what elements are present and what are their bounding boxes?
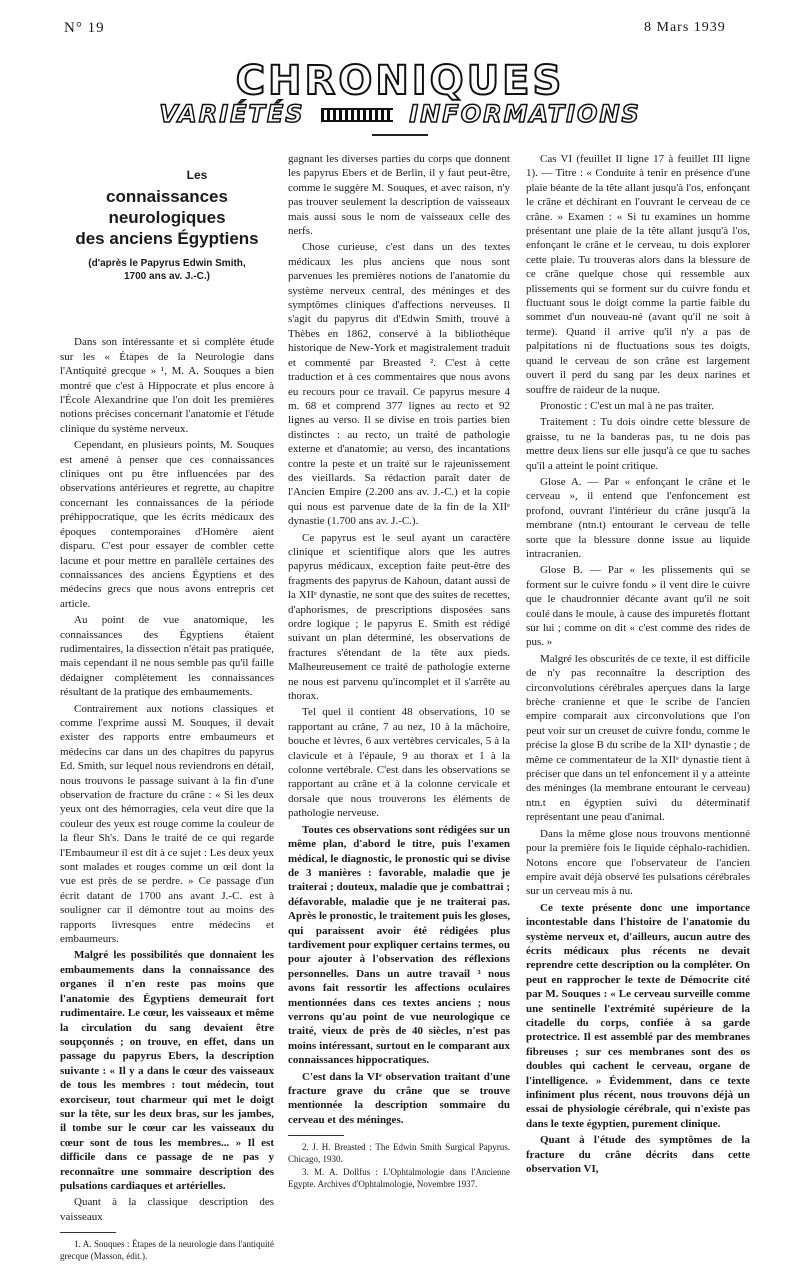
article-title <box>60 186 274 249</box>
paragraph: Glose B. — Par « les plissements qui se forment sur le cuivre fondu » il vent dire le cuivre que le chaudronnier décante avant qu'il ne soit coulé dans le moule, à cause des impuretés flottant sur lui ; comme on dit « c'est comme des rides de pus. » <box>526 564 750 649</box>
paragraph: Chose curieuse, c'est dans un des textes médicaux les plus anciens que nous sont parvenues les premières notions de l'anatomie du système nerveux central, des méninges et des symptômes cliniques d'affections nerveuses. Il s'agit du papyrus dit d'Edwin Smith, trouvé à Thèbes en 1862, conservé à la bibliothèque historique de New-York et magistralement traduit et commenté par Breasted ². C'est à cette traduction et à ces commentaires que nous avons eu recours pour ce travail. Ce papyrus mesure 4 m. 68 et comprend 377 lignes au recto et 92 lignes au verso. Il se divise en trois parties bien distinctes : au recto, un traité de pathologie externe et d'anatomie; au verso, des incantations contre la peste et un traité sur le rajeunissement des vieillards. Sa rédaction paraît dater de l'Ancien Empire (2.200 ans av. J.-C.) et la copie qui nous est parvenue date de la fin de la XIIᵉ dynastie (1.700 ans av. J.-C.). <box>288 241 510 528</box>
paragraph: Cependant, en plusieurs points, M. Souques est amené à penser que ces connaissances cliniques ont pu être influencées par des observations antérieures et regrette, au chapitre concernant les connaissances de la période préhippocratique, que les écrits médicaux des époques contemporaines d'Homère aient disparu. C'est pour essayer de combler cette lacune et pour mettre en parallèle certaines des connaissances des anciens Égyptiens et des médecins grecs que nous avons entrepris cet article. <box>60 439 274 610</box>
paragraph: Dans la même glose nous trouvons mentionné pour la première fois le liquide céphalo-rachidien. Notons encore que l'observateur de l'ancien empire avait déjà observé les pulsations cérébrales sur un cerveau mis à nu. <box>526 827 750 898</box>
paragraph: Cas VI (feuillet II ligne 17 à feuillet III ligne 1). — Titre : « Conduite à tenir en présence d'une plaie béante de la tête allant jusqu'à l'os, enfonçant le crâne et déchirant en l'ouvrant le cerveau de ce crâne. » Examen : « Si tu examines un homme présentant une plaie de la tête allant jusqu'à l'os, enfonçant le crâne et le cerveau, tu dois explorer cette plaie. Tu trouveras alors dans la blessure de ce crâne quelque chose qui ressemble aux plissements qui se forment sur du cuivre fondu et fluctuant sous le doigt comme la partie faible du sommet d'un nouveau-né (avant qu'il ne soit à terme). Quand il arrive qu'il n'y a pas de palpitations ni de fluctuations sous tes doigts, quand le cerveau de son crâne est largement ouvert il perd du sang par les deux narines et souffre de raideur de la nuque. <box>526 153 750 396</box>
ornament-icon <box>321 108 393 122</box>
paragraph: Au point de vue anatomique, les connaissances des Égyptiens étaient rudimentaires, la dissection n'était pas pratiquée, mais cependant il ne nous semble pas qu'il faille dédaigner complètement les connaissances résultant de la pratique des embaumements. <box>60 614 274 699</box>
footnote: 1. A. Souques : Étapes de la neurologie dans l'antiquité grecque (Masson, édit.). <box>60 1239 274 1261</box>
paragraph: Malgré les obscurités de ce texte, il est difficile de n'y pas reconnaître la description des circonvolutions cérébrales aperçues dans la large brèche cranienne et que le scribe de l'ancien empire comparait aux circonvolutions que l'on peut voir sur un creuset de cuivre fondu, comme le précise la glose B du scribe de la XIIᵉ dynastie ; de même ce commentateur de la XIIᵉ dynastie tient à préciser que dans un tel enfoncement il y a atteinte des méninges (la membrane entourant le cerveau) ntn.t en égyptien suivi du déterminatif représentant une peau d'animal. <box>526 652 750 824</box>
masthead-rule <box>372 134 428 136</box>
paragraph: gagnant les diverses parties du corps que donnent les papyrus Ebers et de Berlin, il y faut peut-être, comme le suggère M. Souques, et avec raison, n'y pas trouver seulement la description de vaisseaux mais aussi sous le nom de vaisseaux celle des nerfs. <box>288 153 510 238</box>
masthead-subtitle-left: VARIÉTÉS <box>159 100 305 128</box>
article-title-line1: connaissances neurologiques <box>106 187 228 228</box>
paragraph: Quant à l'étude des symptômes de la fracture du crâne décrits dans cette observation VI, <box>526 1134 750 1176</box>
paragraph: Dans son intéressante et si complète étude sur les « Étapes de la Neurologie dans l'Antiquité grecque » ¹, M. A. Souques a bien montré que c'est à Hippocrate et plus encore à l'École Alexandrine que l'on doit les premières notions précises concernant l'anatomie et l'étude clinique du système nerveux. <box>60 336 274 435</box>
article-source-line2: 1700 ans av. J.-C.) <box>124 271 210 283</box>
paragraph: Tel quel il contient 48 observations, 10 se rapportant au crâne, 7 au nez, 10 à la mâchoire, bouche et lèvres, 6 aux vertèbres cervicales, 5 à la clavicule et à l'épaule, 9 au thorax et 1 à la colonne vertébrale. C'est dans les observations se rapportant au crâne et à la colonne cervicale et dorsale que nous trouverons les éléments de pathologie nerveuse. <box>288 706 510 820</box>
article-kicker: Les <box>186 168 208 182</box>
paragraph: Malgré les possibilités que donnaient les embaumements dans la connaissance des organes il n'en reste pas moins que l'anatomie des Égyptiens demeurait fort rudimentaire. Le cœur, les vaisseaux et même la circulation du sang devaient être soupçonnés ; on trouve, en effet, dans un passage du papyrus Ebers, la description suivante : « Il y a dans le cœur des vaisseaux de tous les membres : tout médecin, tout exorciseur, tout charmeur qui met le doigt sur la tête, sur les deux bras, sur les jambes, il tombe sur le cœur car les vaisseaux du cœur sont de tous les membres... » Il est difficile dans ce passage de ne pas y reconnaître une sommaire description des pulsations cardiaques et artérielles. <box>60 949 274 1192</box>
article-source <box>60 257 274 283</box>
column-3 <box>526 152 750 1178</box>
issue-number: N° 19 <box>64 20 105 36</box>
masthead-subtitle-right: INFORMATIONS <box>409 100 641 128</box>
footnote: 2. J. H. Breasted : The Edwin Smith Surgical Papyrus. Chicago, 1930. <box>288 1142 510 1164</box>
paragraph: Ce papyrus est le seul ayant un caractère clinique et scientifique alors que les autres papyrus médicaux, exception faite peut-être des fragments des papyrus de Kahoun, datant aussi de la XIIᵉ dynastie, ne sont que des suites de recettes, d'aphorismes, de prescriptions disposées sans ordre logique ; le papyrus E. Smith est rédigé suivant un plan déterminé, les observations de fractures s'étendant de la tête aux pieds. Malheureusement ce traité de pathologie externe ne nous est parvenu qu'incomplet et il s'arrête au thorax. <box>288 531 510 703</box>
article-title-line2: des anciens Égyptiens <box>75 229 259 249</box>
paragraph: C'est dans la VIᵉ observation traitant d'une fracture grave du crâne que se trouve mentionnée la description sommaire du cerveau et des méninges. <box>288 1070 510 1126</box>
paragraph: Toutes ces observations sont rédigées sur un même plan, d'abord le titre, puis l'examen médical, le diagnostic, le pronostic qui se divise de 3 manières : favorable, maladie que je traiterai ; douteux, maladie que je combattrai ; défavorable, maladie que je ne traiterai pas. Après le pronostic, le traitement puis les gloses, qui paraissent avoir été rédigées plus tardivement pour expliquer certains termes, ou pour ajouter à l'observation des réflexions personnelles. Dans un autre travail ³ nous avons fait ressortir les affections oculaires mentionnées dans ces textes anciens ; nous verrons qu'au point de vue neurologique ce traité, vieux de près de 40 siècles, n'est pas moins intéressant, surtout en le comparant aux connaissances hippocratiques. <box>288 823 510 1067</box>
footnote-rule <box>288 1135 344 1136</box>
column-1 <box>60 162 274 1264</box>
paragraph: Glose A. — Par « enfonçant le crâne et le cerveau », il entend que l'enfoncement est profond, ouvrant l'intérieur du crâne jusqu'à la membrane (ntn.t) entourant le cerveau de telle sorte que la blessure donne issue au liquide intracranien. <box>526 475 750 560</box>
masthead-subtitle <box>0 100 800 128</box>
paragraph: Traitement : Tu dois oindre cette blessure de graisse, tu ne la banderas pas, tu ne dois pas mettre deux liens sur elle jusqu'à ce que tu saches qu'il a atteint le point critique. <box>526 416 750 472</box>
paragraph: Pronostic : C'est un mal à ne pas traiter. <box>540 399 714 412</box>
paragraph: Ce texte présente donc une importance incontestable dans l'histoire de l'anatomie du système nerveux et, d'ailleurs, aucun autre des écrits médicaux plus récents ne devait reprendre cette description ou la compléter. On peut en rapprocher le texte de Démocrite cité par M. Souques : « Le cerveau surveille comme une sentinelle l'extrémité supérieure de la citadelle du corps, confiée à sa garde protectrice. Il est assemblé par des membranes fibreuses ; sur ces membranes sont des os doubles qui cachent le cerveau, organe de l'intelligence. » Évidemment, dans ce texte infiniment plus récent, nous trouvons déjà un essai de physiologie cérébrale, qui n'existe pas dans le texte égyptien, purement clinique. <box>526 901 750 1130</box>
paragraph: Contrairement aux notions classiques et comme l'exprime aussi M. Souques, il devait exister des rapports entre embaumeurs et médecins car dans un des chapitres du papyrus Ed. Smith, sur lequel nous reviendrons en détail, nous trouvons le passage suivant à la fin d'une observation de fracture du crâne : « Si les deux yeux ont des hémorragies, cela veut dire que la couleur des yeux est rouge comme la couleur de la fleur Sh's. Dans le traité de ce qui regarde l'Embaumeur il est dit à ce sujet : Les deux yeux sont malades et rouges comme un œil dont la vue est près de se perdre. » Ce passage d'un écrit datant de 1700 ans avant J.-C. est à souligner car il démontre tout au moins des rapports livresques entre médecins et embaumeurs. <box>60 702 274 946</box>
footnote: 3. M. A. Dollfus : L'Ophtalmologie dans l'Ancienne Egypte. Archives d'Ophtalmologie, Novembre 1937. <box>288 1167 510 1189</box>
column-2 <box>288 152 510 1192</box>
article-source-line1: (d'après le Papyrus Edwin Smith, <box>88 258 246 270</box>
issue-date: 8 Mars 1939 <box>644 20 726 35</box>
masthead-title: CHRONIQUES <box>235 58 565 104</box>
footnote-rule <box>60 1232 116 1233</box>
paragraph: Quant à la classique description des vaisseaux <box>60 1196 274 1223</box>
